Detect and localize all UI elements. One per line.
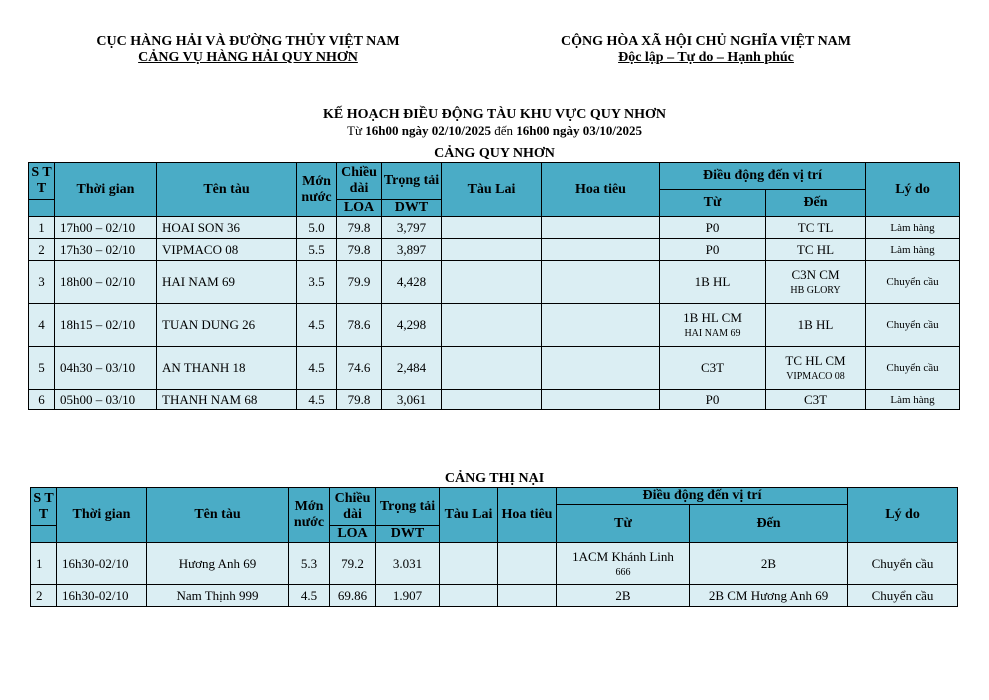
table-row bbox=[31, 585, 958, 607]
port-authority-name: CẢNG VỤ HÀNG HẢI QUY NHƠN bbox=[138, 50, 358, 65]
col-stt: S T T bbox=[29, 163, 55, 200]
table-row bbox=[29, 261, 960, 304]
cell-draft: 5.0 bbox=[297, 217, 337, 239]
cell-loa: 79.8 bbox=[337, 239, 382, 261]
col2-move: Điều động đến vị trí bbox=[557, 488, 848, 505]
cell-reason: Chuyển cầu bbox=[866, 304, 960, 347]
col-time: Thời gian bbox=[55, 163, 157, 217]
cell-draft: 4.5 bbox=[297, 347, 337, 390]
cell-loa: 79.9 bbox=[337, 261, 382, 304]
cell-tug bbox=[440, 585, 498, 607]
cell-draft: 5.3 bbox=[289, 543, 330, 585]
cell-to-value: TC HL bbox=[796, 241, 835, 257]
cell-loa: 74.6 bbox=[337, 347, 382, 390]
port1-table bbox=[28, 162, 960, 410]
cell-reason: Làm hàng bbox=[866, 217, 960, 239]
cell-pilot bbox=[542, 390, 660, 410]
cell-from-value: C3T bbox=[700, 360, 725, 375]
cell-stt: 1 bbox=[31, 543, 57, 585]
cell-to-value: C3T bbox=[803, 391, 828, 407]
cell-time: 18h15 – 02/10 bbox=[55, 304, 157, 347]
cell-loa: 69.86 bbox=[330, 585, 376, 607]
subtitle-mid: đến bbox=[490, 123, 517, 138]
cell-to bbox=[766, 390, 866, 410]
cell-reason: Chuyển cầu bbox=[866, 261, 960, 304]
to-time: 16h00 ngày 03/10/2025 bbox=[516, 123, 642, 138]
cell-to: 2B CM Hương Anh 69 bbox=[690, 585, 848, 607]
cell-ship: THANH NAM 68 bbox=[157, 390, 297, 410]
from-time: 16h00 ngày 02/10/2025 bbox=[365, 123, 491, 138]
cell-from bbox=[660, 390, 766, 410]
cell-to-value: TC HL CM bbox=[785, 353, 846, 368]
cell-from-value: 1B HL CM bbox=[683, 310, 742, 325]
cell-time: 17h30 – 02/10 bbox=[55, 239, 157, 261]
cell-loa: 78.6 bbox=[337, 304, 382, 347]
cell-tug bbox=[440, 543, 498, 585]
cell-ship: HOAI SON 36 bbox=[157, 217, 297, 239]
cell-dwt: 4,298 bbox=[382, 304, 442, 347]
col2-from: Từ bbox=[557, 505, 690, 543]
cell-dwt: 3,897 bbox=[382, 239, 442, 261]
col2-dwt: DWT bbox=[376, 526, 440, 543]
cell-pilot bbox=[542, 239, 660, 261]
cell-from bbox=[660, 239, 766, 261]
col-reason: Lý do bbox=[866, 163, 960, 217]
col-draft: Mớn nước bbox=[297, 163, 337, 217]
cell-ship: AN THANH 18 bbox=[157, 347, 297, 390]
col2-draft: Mớn nước bbox=[289, 488, 330, 543]
table-row bbox=[31, 543, 958, 585]
col2-tonnage: Trọng tải bbox=[376, 488, 440, 526]
cell-reason: Chuyển cầu bbox=[866, 347, 960, 390]
table-row bbox=[29, 304, 960, 347]
col2-pilot: Hoa tiêu bbox=[498, 488, 557, 543]
cell-ship: Nam Thịnh 999 bbox=[147, 585, 289, 607]
cell-tug bbox=[442, 304, 542, 347]
cell-to: 2B bbox=[690, 543, 848, 585]
col-dwt: DWT bbox=[382, 200, 442, 217]
col2-stt: S T T bbox=[31, 488, 57, 526]
cell-loa: 79.8 bbox=[337, 217, 382, 239]
cell-tug bbox=[442, 239, 542, 261]
cell-to bbox=[766, 217, 866, 239]
col2-stt-cont bbox=[31, 526, 57, 543]
agency-name: CỤC HÀNG HẢI VÀ ĐƯỜNG THỦY VIỆT NAM bbox=[96, 34, 400, 49]
col-move: Điều động đến vị trí bbox=[660, 163, 866, 190]
motto: Độc lập – Tự do – Hạnh phúc bbox=[618, 50, 794, 65]
cell-draft: 4.5 bbox=[289, 585, 330, 607]
cell-stt: 3 bbox=[29, 261, 55, 304]
cell-dwt: 2,484 bbox=[382, 347, 442, 390]
cell-reason: Chuyển cầu bbox=[848, 585, 958, 607]
port2-title: CẢNG THỊ NẠI bbox=[444, 471, 545, 486]
port1-title: CẢNG QUY NHƠN bbox=[434, 146, 555, 161]
cell-from-note: 666 bbox=[615, 566, 631, 578]
cell-ship: Hương Anh 69 bbox=[147, 543, 289, 585]
cell-from-value: P0 bbox=[705, 391, 720, 407]
cell-draft: 4.5 bbox=[297, 390, 337, 410]
cell-time: 17h00 – 02/10 bbox=[55, 217, 157, 239]
cell-pilot bbox=[498, 585, 557, 607]
cell-draft: 3.5 bbox=[297, 261, 337, 304]
cell-to-value: 1B HL bbox=[797, 317, 834, 332]
cell-ship: VIPMACO 08 bbox=[157, 239, 297, 261]
col-from: Từ bbox=[660, 190, 766, 217]
cell-dwt: 3,797 bbox=[382, 217, 442, 239]
cell-loa: 79.8 bbox=[337, 390, 382, 410]
cell-time: 16h30-02/10 bbox=[57, 543, 147, 585]
cell-from bbox=[660, 347, 766, 390]
col2-length: Chiều dài bbox=[330, 488, 376, 526]
cell-dwt: 3.031 bbox=[376, 543, 440, 585]
cell-from-value: 2B bbox=[615, 587, 631, 603]
col2-time: Thời gian bbox=[57, 488, 147, 543]
cell-from bbox=[557, 585, 690, 607]
table-row bbox=[29, 390, 960, 410]
col-tonnage: Trọng tải bbox=[382, 163, 442, 200]
cell-time: 04h30 – 03/10 bbox=[55, 347, 157, 390]
cell-time: 05h00 – 03/10 bbox=[55, 390, 157, 410]
cell-pilot bbox=[542, 304, 660, 347]
col-ship: Tên tàu bbox=[157, 163, 297, 217]
col-loa: LOA bbox=[337, 200, 382, 217]
col-stt-cont bbox=[29, 200, 55, 217]
cell-from bbox=[660, 304, 766, 347]
port2-table bbox=[30, 487, 958, 607]
col-tug: Tàu Lai bbox=[442, 163, 542, 217]
document-subtitle bbox=[0, 123, 989, 139]
cell-tug bbox=[442, 261, 542, 304]
col-to: Đến bbox=[766, 190, 866, 217]
cell-dwt: 1.907 bbox=[376, 585, 440, 607]
cell-from bbox=[660, 217, 766, 239]
cell-pilot bbox=[542, 347, 660, 390]
cell-to bbox=[766, 347, 866, 390]
country-name: CỘNG HÒA XÃ HỘI CHỦ NGHĨA VIỆT NAM bbox=[560, 34, 851, 49]
col2-tug: Tàu Lai bbox=[440, 488, 498, 543]
cell-tug bbox=[442, 217, 542, 239]
cell-draft: 5.5 bbox=[297, 239, 337, 261]
cell-from-note: HAI NAM 69 bbox=[684, 328, 741, 339]
cell-pilot bbox=[542, 217, 660, 239]
cell-pilot bbox=[542, 261, 660, 304]
cell-loa: 79.2 bbox=[330, 543, 376, 585]
cell-to-note: VIPMACO 08 bbox=[786, 371, 845, 382]
cell-from bbox=[660, 261, 766, 304]
cell-ship: HAI NAM 69 bbox=[157, 261, 297, 304]
table-row bbox=[29, 347, 960, 390]
document-title: KẾ HOẠCH ĐIỀU ĐỘNG TÀU KHU VỰC QUY NHƠN bbox=[322, 107, 667, 122]
cell-reason: Làm hàng bbox=[866, 239, 960, 261]
cell-from bbox=[557, 543, 690, 585]
cell-to-value: C3N CM bbox=[791, 267, 840, 282]
cell-stt: 5 bbox=[29, 347, 55, 390]
col2-reason: Lý do bbox=[848, 488, 958, 543]
cell-to-note: HB GLORY bbox=[790, 285, 841, 296]
subtitle-prefix: Từ bbox=[347, 123, 366, 138]
cell-tug bbox=[442, 347, 542, 390]
cell-stt: 2 bbox=[29, 239, 55, 261]
cell-dwt: 3,061 bbox=[382, 390, 442, 410]
cell-tug bbox=[442, 390, 542, 410]
col2-loa: LOA bbox=[330, 526, 376, 543]
cell-from-value: 1B HL bbox=[694, 274, 731, 289]
cell-dwt: 4,428 bbox=[382, 261, 442, 304]
port1-table-body bbox=[29, 217, 960, 410]
table-row bbox=[29, 217, 960, 239]
cell-from-value: P0 bbox=[705, 219, 720, 235]
col-length: Chiều dài bbox=[337, 163, 382, 200]
national-header bbox=[536, 34, 876, 66]
cell-ship: TUAN DUNG 26 bbox=[157, 304, 297, 347]
cell-stt: 6 bbox=[29, 390, 55, 410]
cell-draft: 4.5 bbox=[297, 304, 337, 347]
cell-to bbox=[766, 304, 866, 347]
col2-ship: Tên tàu bbox=[147, 488, 289, 543]
cell-stt: 4 bbox=[29, 304, 55, 347]
cell-to bbox=[766, 239, 866, 261]
agency-header bbox=[78, 34, 418, 66]
cell-stt: 2 bbox=[31, 585, 57, 607]
cell-to bbox=[766, 261, 866, 304]
cell-stt: 1 bbox=[29, 217, 55, 239]
port2-table-body bbox=[31, 543, 958, 607]
cell-from-value: 1ACM Khánh Linh bbox=[572, 548, 674, 564]
cell-reason: Làm hàng bbox=[866, 390, 960, 410]
cell-time: 16h30-02/10 bbox=[57, 585, 147, 607]
col-pilot: Hoa tiêu bbox=[542, 163, 660, 217]
table-row bbox=[29, 239, 960, 261]
col2-to: Đến bbox=[690, 505, 848, 543]
cell-to-value: TC TL bbox=[797, 219, 834, 235]
cell-time: 18h00 – 02/10 bbox=[55, 261, 157, 304]
cell-pilot bbox=[498, 543, 557, 585]
cell-reason: Chuyển cầu bbox=[848, 543, 958, 585]
cell-from-value: P0 bbox=[705, 241, 720, 257]
